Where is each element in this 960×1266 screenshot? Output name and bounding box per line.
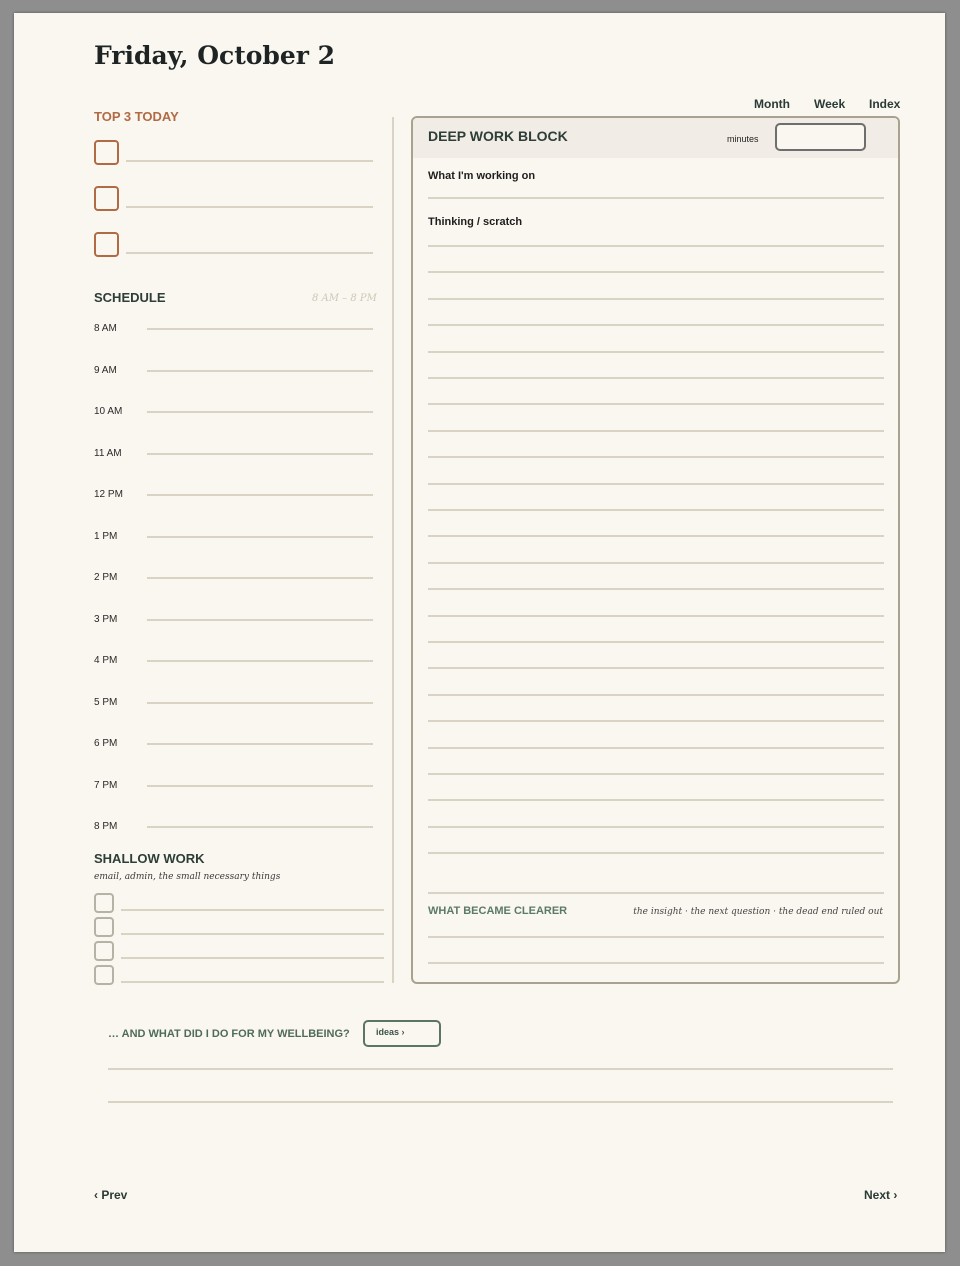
schedule-hour-line[interactable] (147, 494, 373, 496)
schedule-range: 8 AM – 8 PM (312, 293, 377, 304)
schedule-hour-line[interactable] (147, 453, 373, 455)
schedule-hour-line[interactable] (147, 370, 373, 372)
scratch-line[interactable] (428, 773, 884, 775)
scratch-line[interactable] (428, 826, 884, 828)
schedule-hour-label: 3 PM (94, 613, 118, 625)
scratch-line[interactable] (428, 535, 884, 537)
prev-link[interactable]: ‹ Prev (94, 1188, 128, 1202)
scratch-line[interactable] (428, 667, 884, 669)
top3-checkbox-3[interactable] (94, 232, 119, 257)
scratch-line[interactable] (428, 298, 884, 300)
shallow-line-4[interactable] (121, 981, 384, 983)
schedule-hour-line[interactable] (147, 328, 373, 330)
clearer-divider (428, 892, 884, 894)
scratch-line[interactable] (428, 588, 884, 590)
top3-line-1[interactable] (126, 160, 373, 162)
scratch-line[interactable] (428, 747, 884, 749)
scratch-line[interactable] (428, 799, 884, 801)
schedule-hour-label: 1 PM (94, 530, 118, 542)
scratch-line[interactable] (428, 351, 884, 353)
column-divider (392, 117, 394, 983)
next-link[interactable]: Next › (864, 1188, 898, 1202)
schedule-hour-label: 11 AM (94, 447, 122, 459)
deep-work-header (413, 118, 898, 158)
top3-checkbox-1[interactable] (94, 140, 119, 165)
schedule-hour-line[interactable] (147, 743, 373, 745)
nav-month-link[interactable]: Month (754, 97, 790, 111)
ideas-button[interactable]: ideas › (363, 1020, 441, 1047)
working-on-line[interactable] (428, 197, 884, 199)
shallow-line-2[interactable] (121, 933, 384, 935)
shallow-checkbox-1[interactable] (94, 893, 114, 913)
clearer-heading: WHAT BECAME CLEARER (428, 905, 568, 917)
wellbeing-line-2[interactable] (108, 1101, 893, 1103)
scratch-line[interactable] (428, 245, 884, 247)
schedule-hour-line[interactable] (147, 577, 373, 579)
wellbeing-line-1[interactable] (108, 1068, 893, 1070)
wellbeing-question: … AND WHAT DID I DO FOR MY WELLBEING? (108, 1028, 350, 1040)
clearer-line-1[interactable] (428, 936, 884, 938)
schedule-hour-label: 7 PM (94, 779, 118, 791)
scratch-line[interactable] (428, 615, 884, 617)
scratch-label: Thinking / scratch (428, 216, 523, 228)
top3-heading: TOP 3 TODAY (94, 109, 179, 124)
shallow-work-heading: SHALLOW WORK (94, 851, 205, 866)
shallow-checkbox-2[interactable] (94, 917, 114, 937)
scratch-line[interactable] (428, 483, 884, 485)
schedule-hour-line[interactable] (147, 411, 373, 413)
top3-line-2[interactable] (126, 206, 373, 208)
clearer-line-2[interactable] (428, 962, 884, 964)
schedule-hour-line[interactable] (147, 660, 373, 662)
schedule-hour-label: 6 PM (94, 738, 118, 749)
shallow-line-3[interactable] (121, 957, 384, 959)
scratch-line[interactable] (428, 377, 884, 379)
schedule-hour-label: 10 AM (94, 406, 123, 417)
schedule-hour-line[interactable] (147, 536, 373, 538)
nav-index-link[interactable]: Index (869, 97, 901, 111)
schedule-hour-line[interactable] (147, 826, 373, 828)
deep-work-heading: DEEP WORK BLOCK (428, 128, 568, 144)
scratch-line[interactable] (428, 456, 884, 458)
schedule-hour-label: 2 PM (94, 572, 118, 583)
top3-checkbox-2[interactable] (94, 186, 119, 211)
scratch-line[interactable] (428, 403, 884, 405)
working-on-label: What I'm working on (428, 170, 536, 182)
scratch-line[interactable] (428, 509, 884, 511)
schedule-hour-line[interactable] (147, 619, 373, 621)
schedule-hour-label: 4 PM (94, 655, 118, 666)
scratch-line[interactable] (428, 641, 884, 643)
top3-line-3[interactable] (126, 252, 373, 254)
schedule-hour-line[interactable] (147, 785, 373, 787)
shallow-checkbox-3[interactable] (94, 941, 114, 961)
scratch-line[interactable] (428, 430, 884, 432)
shallow-line-1[interactable] (121, 909, 384, 911)
schedule-hour-label: 12 PM (94, 489, 123, 500)
schedule-heading: SCHEDULE (94, 290, 166, 305)
planner-page (14, 13, 945, 1252)
scratch-line[interactable] (428, 720, 884, 722)
scratch-line[interactable] (428, 694, 884, 696)
schedule-hour-label: 9 AM (94, 364, 117, 376)
shallow-work-subtitle: email, admin, the small necessary things (94, 872, 281, 882)
minutes-input[interactable] (775, 123, 866, 151)
scratch-line[interactable] (428, 271, 884, 273)
schedule-hour-line[interactable] (147, 702, 373, 704)
schedule-hour-label: 8 AM (94, 323, 117, 334)
page-title: Friday, October 2 (94, 41, 336, 70)
scratch-line[interactable] (428, 562, 884, 564)
deep-work-block (411, 116, 900, 984)
scratch-line[interactable] (428, 324, 884, 326)
schedule-hour-label: 8 PM (94, 821, 118, 832)
nav-week-link[interactable]: Week (814, 97, 846, 111)
shallow-checkbox-4[interactable] (94, 965, 114, 985)
minutes-label: minutes (727, 134, 759, 144)
schedule-hour-label: 5 PM (94, 696, 118, 708)
clearer-hint: the insight · the next question · the dead end ruled out (633, 907, 883, 917)
scratch-line[interactable] (428, 852, 884, 854)
